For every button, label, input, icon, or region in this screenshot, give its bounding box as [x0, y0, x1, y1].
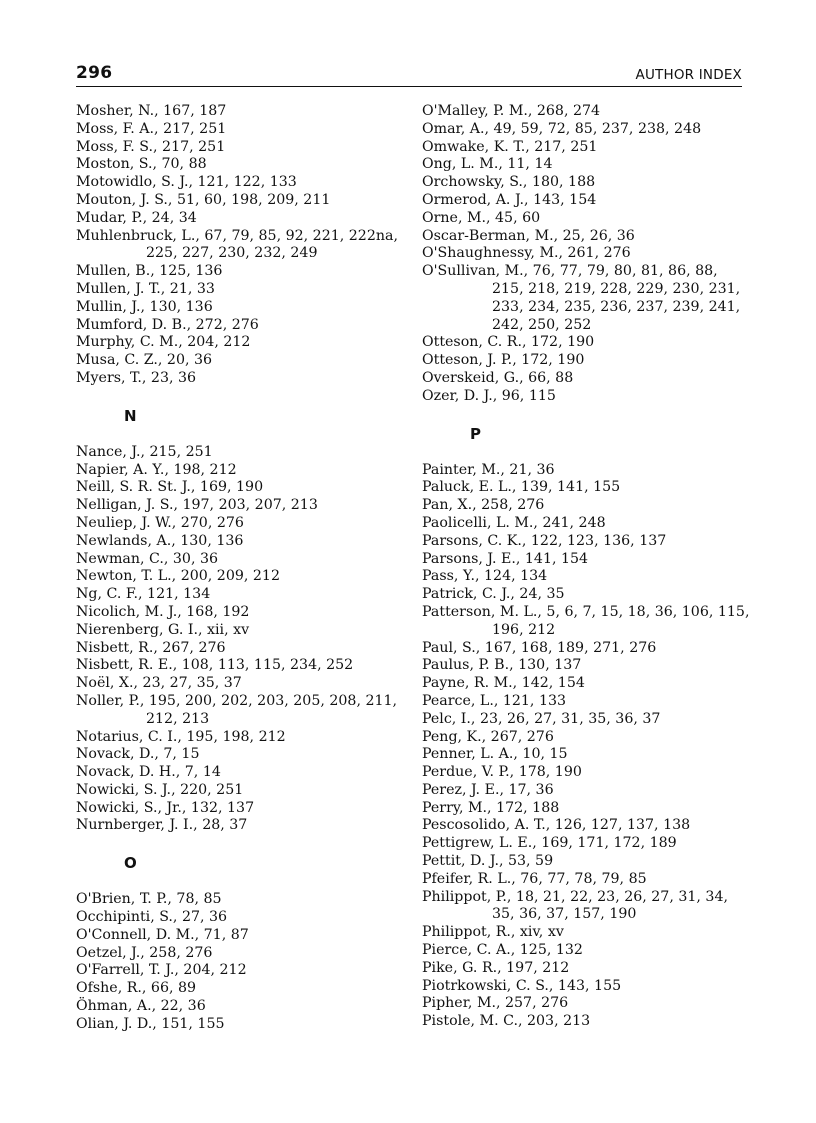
section-letter-p: P	[470, 424, 481, 443]
index-entry: Parsons, C. K., 122, 123, 136, 137	[422, 532, 667, 549]
index-entry: Mullen, J. T., 21, 33	[76, 280, 215, 297]
entry-group-p	[422, 462, 752, 1032]
index-entry: Mudar, P., 24, 34	[76, 209, 197, 226]
index-entry: Novack, D. H., 7, 14	[76, 764, 221, 781]
index-entry: Nurnberger, J. I., 28, 37	[76, 817, 248, 834]
index-entry: O'Malley, P. M., 268, 274	[422, 103, 601, 119]
index-entry: Perry, M., 172, 188	[422, 799, 560, 816]
index-entry: Ong, L. M., 11, 14	[422, 156, 553, 173]
index-entry: Orchowsky, S., 180, 188	[422, 174, 596, 191]
index-entry: Nisbett, R., 267, 276	[76, 639, 226, 656]
index-entry: Mullin, J., 130, 136	[76, 298, 213, 315]
index-entry: Omwake, K. T., 217, 251	[422, 138, 598, 155]
index-entry: Neill, S. R. St. J., 169, 190	[76, 479, 264, 496]
index-entry: Myers, T., 23, 36	[76, 369, 197, 386]
index-entry: Paul, S., 167, 168, 189, 271, 276	[422, 639, 657, 656]
entry-group-m	[76, 103, 401, 388]
index-entry: Paolicelli, L. M., 241, 248	[422, 514, 606, 531]
index-entry: Peng, K., 267, 276	[422, 728, 554, 745]
index-entry: Moston, S., 70, 88	[76, 156, 207, 173]
index-entry: Moss, F. S., 217, 251	[76, 138, 226, 155]
index-entry: Otteson, C. R., 172, 190	[422, 334, 595, 351]
index-entry: Mouton, J. S., 51, 60, 198, 209, 211	[76, 191, 331, 208]
index-entry: Nowicki, S. J., 220, 251	[76, 781, 244, 798]
index-entry: Pettigrew, L. E., 169, 171, 172, 189	[422, 835, 677, 852]
index-entry: Nance, J., 215, 251	[76, 443, 213, 460]
index-entry: Patrick, C. J., 24, 35	[422, 586, 565, 603]
index-entry: Paluck, E. L., 139, 141, 155	[422, 479, 621, 496]
index-entry: Oscar-Berman, M., 25, 26, 36	[422, 227, 635, 244]
left-column	[76, 103, 401, 1034]
section-letter-o: O	[124, 854, 137, 873]
index-entry: Occhipinti, S., 27, 36	[76, 909, 228, 926]
index-entry: Napier, A. Y., 198, 212	[76, 461, 237, 478]
index-entry: Newlands, A., 130, 136	[76, 532, 244, 549]
right-column	[422, 103, 752, 1031]
index-entry: Mullen, B., 125, 136	[76, 263, 223, 280]
entry-group-n	[76, 444, 401, 836]
index-entry: O'Brien, T. P., 78, 85	[76, 891, 222, 908]
index-entry: Philippot, P., 18, 21, 22, 23, 26, 27, 31, 34, 35, 36, 37, 157, 190	[422, 888, 728, 923]
index-entry: Mosher, N., 167, 187	[76, 103, 227, 119]
index-entry: Pipher, M., 257, 276	[422, 995, 569, 1012]
index-entry: Otteson, J. P., 172, 190	[422, 352, 585, 369]
index-entry: Pearce, L., 121, 133	[422, 692, 567, 709]
index-entry: Noël, X., 23, 27, 35, 37	[76, 675, 242, 692]
entry-group-o-continued	[422, 103, 752, 406]
index-entry: Pass, Y., 124, 134	[422, 568, 548, 585]
index-entry: Overskeid, G., 66, 88	[422, 369, 574, 386]
index-entry: Painter, M., 21, 36	[422, 461, 555, 478]
index-entry: O'Farrell, T. J., 204, 212	[76, 962, 247, 979]
index-entry: Philippot, R., xiv, xv	[422, 924, 564, 941]
index-entry: O'Connell, D. M., 71, 87	[76, 926, 249, 943]
index-entry: Ozer, D. J., 96, 115	[422, 387, 556, 404]
index-entry: Newman, C., 30, 36	[76, 550, 219, 567]
index-entry: Paulus, P. B., 130, 137	[422, 657, 582, 674]
index-entry: Nierenberg, G. I., xii, xv	[76, 621, 250, 638]
index-entry: Perdue, V. P., 178, 190	[422, 764, 582, 781]
index-entry: Ormerod, A. J., 143, 154	[422, 191, 597, 208]
index-entry: Neuliep, J. W., 270, 276	[76, 514, 244, 531]
index-entry: Nicolich, M. J., 168, 192	[76, 603, 250, 620]
index-entry: Pierce, C. A., 125, 132	[422, 942, 583, 959]
index-entry: Mumford, D. B., 272, 276	[76, 316, 259, 333]
index-entry: Motowidlo, S. J., 121, 122, 133	[76, 174, 297, 191]
index-entry: O'Sullivan, M., 76, 77, 79, 80, 81, 86, 88, 215, 218, 219, 228, 229, 230, 231, 233, 234, 235, 236, 237, 239, 241, 242, 250, 252	[422, 263, 741, 333]
index-entry: Perez, J. E., 17, 36	[422, 781, 554, 798]
index-entry: Nisbett, R. E., 108, 113, 115, 234, 252	[76, 657, 354, 674]
index-entry: Parsons, J. E., 141, 154	[422, 550, 589, 567]
index-entry: Pescosolido, A. T., 126, 127, 137, 138	[422, 817, 691, 834]
section-letter-n: N	[124, 406, 137, 425]
index-entry: Omar, A., 49, 59, 72, 85, 237, 238, 248	[422, 120, 702, 137]
index-entry: Pistole, M. C., 203, 213	[422, 1013, 591, 1030]
index-entry: Murphy, C. M., 204, 212	[76, 334, 251, 351]
index-entry: Pelc, I., 23, 26, 27, 31, 35, 36, 37	[422, 710, 661, 727]
index-entry: Pfeifer, R. L., 76, 77, 78, 79, 85	[422, 870, 647, 887]
index-entry: Pettit, D. J., 53, 59	[422, 853, 554, 870]
index-entry: Moss, F. A., 217, 251	[76, 120, 227, 137]
index-entry: Pike, G. R., 197, 212	[422, 959, 570, 976]
index-entry: Oetzel, J., 258, 276	[76, 944, 213, 961]
index-entry: Musa, C. Z., 20, 36	[76, 352, 213, 369]
index-entry: Nelligan, J. S., 197, 203, 207, 213	[76, 497, 318, 514]
index-entry: Pan, X., 258, 276	[422, 497, 545, 514]
index-entry: Notarius, C. I., 195, 198, 212	[76, 728, 286, 745]
index-entry: Nowicki, S., Jr., 132, 137	[76, 799, 255, 816]
index-entry: O'Shaughnessy, M., 261, 276	[422, 245, 631, 262]
index-entry: Newton, T. L., 200, 209, 212	[76, 568, 280, 585]
index-entry: Piotrkowski, C. S., 143, 155	[422, 977, 622, 994]
index-entry: Ng, C. F., 121, 134	[76, 586, 211, 603]
page-header	[76, 60, 742, 87]
page-number: 296	[76, 63, 113, 83]
index-entry: Öhman, A., 22, 36	[76, 998, 206, 1015]
index-entry: Patterson, M. L., 5, 6, 7, 15, 18, 36, 106, 115, 196, 212	[422, 603, 750, 638]
index-entry: Penner, L. A., 10, 15	[422, 746, 568, 763]
entry-group-o	[76, 891, 401, 1033]
index-entry: Payne, R. M., 142, 154	[422, 675, 585, 692]
index-entry: Ofshe, R., 66, 89	[76, 980, 197, 997]
index-entry: Novack, D., 7, 15	[76, 746, 200, 763]
index-entry: Noller, P., 195, 200, 202, 203, 205, 208, 211, 212, 213	[76, 692, 398, 727]
running-head: AUTHOR INDEX	[635, 67, 742, 83]
index-entry: Orne, M., 45, 60	[422, 209, 541, 226]
index-entry: Muhlenbruck, L., 67, 79, 85, 92, 221, 222na, 225, 227, 230, 232, 249	[76, 227, 398, 262]
index-entry: Olian, J. D., 151, 155	[76, 1015, 225, 1032]
